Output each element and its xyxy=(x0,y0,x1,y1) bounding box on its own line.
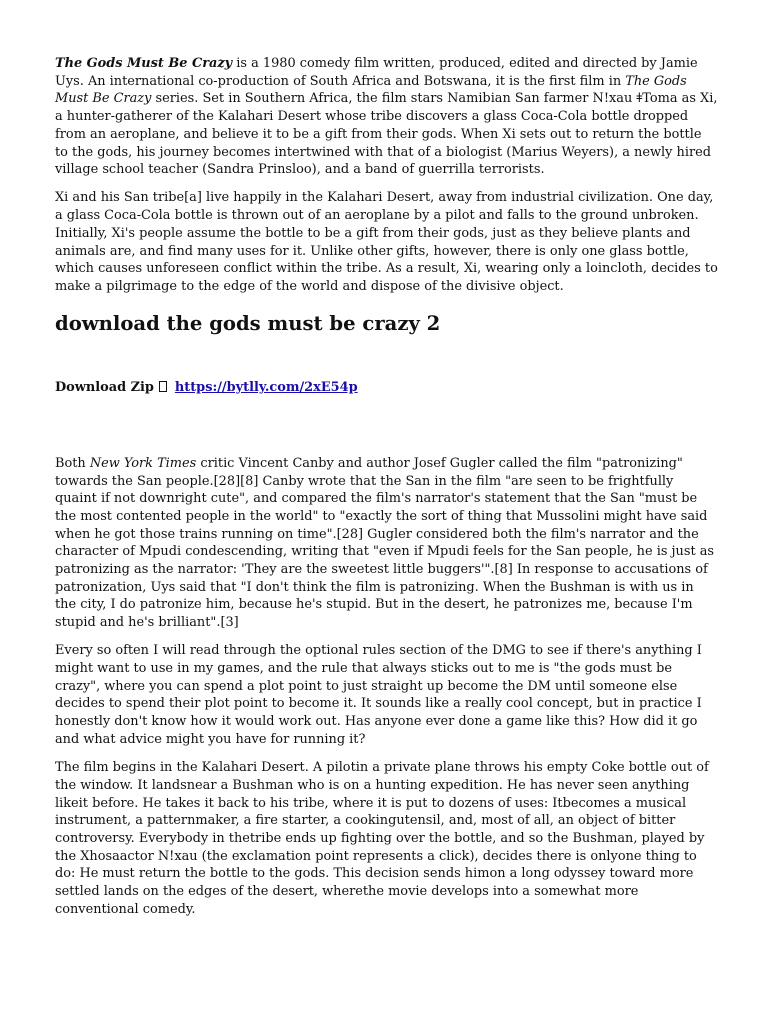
intro-text-2: series. Set in Southern Africa, the film stars Namibian San farmer N!xau ǂToma as Xi, a hunter-gatherer of the Kalahari Desert whose tribe discovers a glass Coca-Cola bottle dropped from an aeroplane, and believe it to be a gift from their gods. When Xi sets out to return the bottle to the gods, his journey becomes intertwined with that of a biologist (Marius Weyers), a newly hired village school teacher (Sandra Prinsloo), and a band of guerrilla terrorists. xyxy=(55,91,718,178)
criticism-paragraph xyxy=(55,455,718,632)
criticism-text-1: Both xyxy=(55,455,90,471)
film-title: The Gods Must Be Crazy xyxy=(55,56,233,71)
intro-paragraph xyxy=(55,55,718,179)
publication-name: New York Times xyxy=(89,455,197,471)
spacer xyxy=(55,397,718,455)
download-label: Download Zip xyxy=(55,380,159,396)
criticism-text-2: critic Vincent Canby and author Josef Gugler called the film "patronizing" towards the San people.[28][8] Canby wrote that the San in the film "are seen to be frightfully quaint if not downright cute", and compared the film's narrator's statement that the San "must be the most contented people in the world" to "exactly the sort of thing that Mussolini might have said when he got those trains running on time".[28] Gugler considered both the film's narrator and the character of Mpudi condescending, writing that "even if Mpudi feels for the San people, he is just as patronizing as the narrator: 'They are the sweetest little buggers'".[8] In response to accusations of patronization, Uys said that "I don't think the film is patronizing. When the Bushman is with us in the city, I do patronize him, because he's stupid. But in the desert, he patronizes me, because I'm stupid and he's brilliant".[3] xyxy=(55,455,715,631)
download-line xyxy=(55,379,718,397)
page-heading: download the gods must be crazy 2 xyxy=(55,312,441,336)
series-title: The Gods Must Be Crazy xyxy=(55,73,687,107)
download-link[interactable]: https://bytlly.com/2xE54p xyxy=(174,380,358,396)
intro-text-1: is a 1980 comedy film written, produced, edited and directed by Jamie Uys. An international co-production of South Africa and Botswana, it is the first film in xyxy=(55,56,698,89)
missing-glyph-icon xyxy=(159,381,167,392)
dmg-paragraph: Every so often I will read through the optional rules section of the DMG to see if there's anything I might want to use in my games, and the rule that always sticks out to me is "the gods must be crazy", where you can spend a plot point to just straight up become the DM until someone else decides to spend their plot point to become it. It sounds like a really cool concept, but in practice I honestly don't know how it would work out. Has anyone ever done a game like this? How did it go and what advice might you have for running it? xyxy=(55,643,702,747)
review-paragraph: The film begins in the Kalahari Desert. A pilotin a private plane throws his empty Coke bottle out of the window. It landsnear a Bushman who is on a hunting expedition. He has never seen anything likeit before. He takes it back to his tribe, where it is put to dozens of uses: Itbecomes a musical instrument, a patternmaker, a fire starter, a cookingutensil, and, most of all, an object of bitter controversy. Everybody in thetribe ends up fighting over the bottle, and so the Bushman, played by the Xhosaactor N!xau (the exclamation point represents a click), decides there is onlyone thing to do: He must return the bottle to the gods. This decision sends himon a long odyssey toward more settled lands on the edges of the desert, wherethe movie develops into a somewhat more conventional comedy. xyxy=(55,760,709,917)
document-page xyxy=(55,55,718,929)
plot-paragraph: Xi and his San tribe[a] live happily in the Kalahari Desert, away from industrial civilization. One day, a glass Coca-Cola bottle is thrown out of an aeroplane by a pilot and falls to the ground unbroken. Initially, Xi's people assume the bottle to be a gift from their gods, just as they believe plants and animals are, and find many uses for it. Unlike other gifts, however, there is only one glass bottle, which causes unforeseen conflict within the tribe. As a result, Xi, wearing only a loincloth, decides to make a pilgrimage to the edge of the world and dispose of the divisive object. xyxy=(55,190,718,294)
